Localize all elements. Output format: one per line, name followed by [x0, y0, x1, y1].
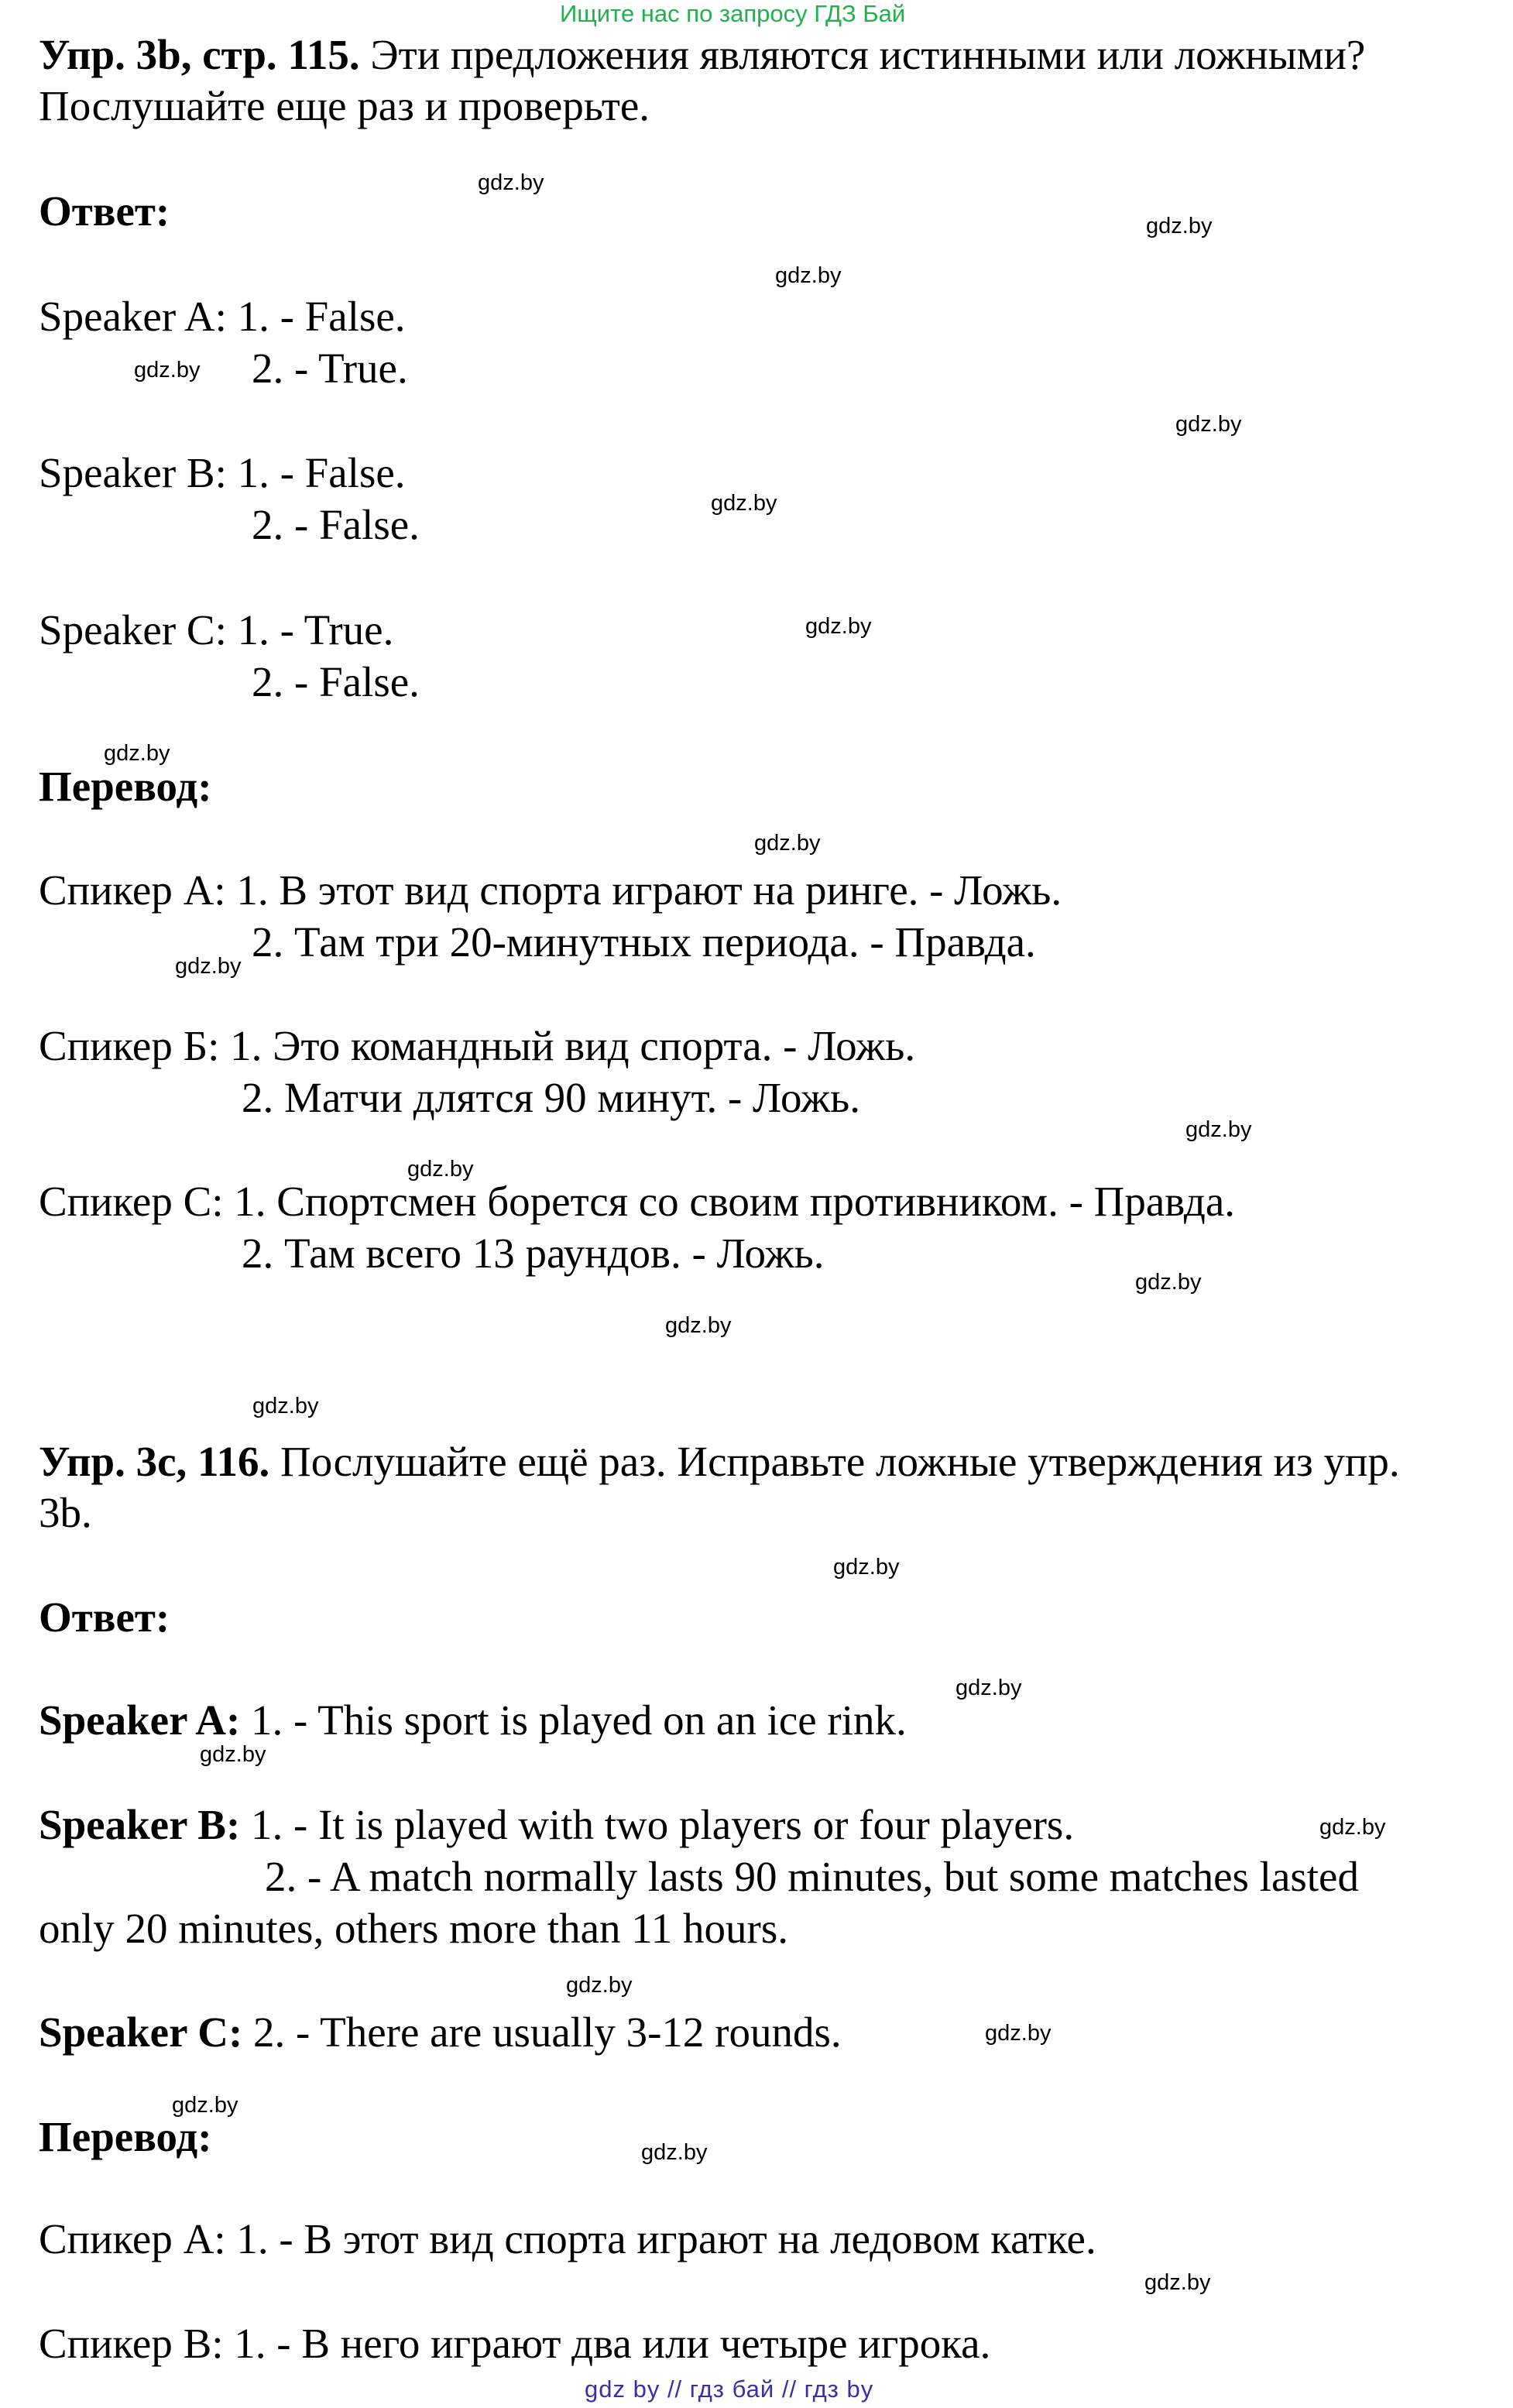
- answer-3c-speaker-b-line2: 2. - A match normally lasts 90 minutes, but some matches lasted: [265, 1853, 1359, 1900]
- watermark: gdz.by: [1146, 214, 1213, 238]
- answer-speaker-b-2: 2. - False.: [252, 501, 420, 548]
- watermark: gdz.by: [955, 1676, 1022, 1700]
- answer-speaker-c-2: 2. - False.: [252, 658, 420, 705]
- exercise-3b-title: [39, 29, 1365, 81]
- answer-3c-speaker-b-text: 1. - It is played with two players or four players.: [240, 1801, 1075, 1848]
- exercise-3b-translation-label: Перевод:: [39, 763, 212, 810]
- exercise-3c-translation-label: Перевод:: [39, 2113, 212, 2160]
- watermark: gdz.by: [1185, 1117, 1252, 1142]
- exercise-3b-answer-label: Ответ:: [39, 187, 170, 235]
- answer-speaker-a-1: Speaker A: 1. - False.: [39, 293, 406, 340]
- answer-speaker-a-2: 2. - True.: [252, 345, 408, 392]
- answer-3c-speaker-c-label: Speaker C:: [39, 2008, 243, 2056]
- watermark: gdz.by: [665, 1313, 732, 1338]
- watermark: gdz.by: [134, 358, 201, 382]
- answer-3c-speaker-b: [39, 1799, 1074, 1851]
- translation-speaker-c-2: 2. Там всего 13 раундов. - Ложь.: [242, 1230, 825, 1277]
- translation-3c-speaker-a: Спикер А: 1. - В этот вид спорта играют на ледовом катке.: [39, 2215, 1096, 2262]
- watermark: gdz.by: [754, 831, 821, 856]
- answer-speaker-b-1: Speaker B: 1. - False.: [39, 449, 406, 496]
- top-banner: Ищите нас по запросу ГДЗ Бай: [560, 0, 906, 27]
- watermark: gdz.by: [172, 2093, 238, 2118]
- exercise-3b-heading: Упр. 3b, стр. 115.: [39, 31, 360, 78]
- watermark: gdz.by: [407, 1157, 474, 1182]
- watermark: gdz.by: [833, 1555, 900, 1580]
- translation-speaker-c-1: Спикер С: 1. Спортсмен борется со своим противником. - Правда.: [39, 1178, 1236, 1225]
- watermark: gdz.by: [252, 1394, 319, 1418]
- watermark: gdz.by: [566, 1973, 633, 1998]
- watermark: gdz.by: [711, 491, 777, 516]
- translation-speaker-a-1: Спикер А: 1. В этот вид спорта играют на ринге. - Ложь.: [39, 866, 1062, 914]
- exercise-3c-title: [39, 1436, 1400, 1487]
- exercise-3c-title-line2: 3b.: [39, 1489, 92, 1536]
- watermark: gdz.by: [1135, 1270, 1202, 1295]
- watermark: gdz.by: [641, 2140, 708, 2165]
- watermark: gdz.by: [1175, 412, 1242, 437]
- footer-watermark: gdz by // гдз бай // гдз by: [585, 2375, 874, 2403]
- translation-speaker-b-1: Спикер Б: 1. Это командный вид спорта. - Ложь.: [39, 1022, 916, 1069]
- answer-3c-speaker-a-label: Speaker A:: [39, 1696, 241, 1744]
- watermark: gdz.by: [478, 170, 544, 195]
- answer-speaker-c-1: Speaker C: 1. - True.: [39, 606, 394, 653]
- answer-3c-speaker-b-label: Speaker B:: [39, 1801, 241, 1848]
- translation-speaker-a-2: 2. Там три 20-минутных периода. - Правда.: [252, 918, 1036, 966]
- translation-3c-speaker-b: Спикер В: 1. - В него играют два или четыре игрока.: [39, 2320, 991, 2367]
- translation-speaker-b-2: 2. Матчи длятся 90 минут. - Ложь.: [242, 1074, 860, 1121]
- watermark: gdz.by: [175, 954, 242, 979]
- exercise-3c-title-text: Послушайте ещё раз. Исправьте ложные утверждения из упр.: [269, 1438, 1400, 1485]
- exercise-3c-heading: Упр. 3с, 116.: [39, 1438, 270, 1485]
- answer-3c-speaker-a-text: 1. - This sport is played on an ice rink.: [240, 1696, 907, 1744]
- watermark: gdz.by: [1144, 2270, 1211, 2295]
- answer-3c-speaker-a: [39, 1695, 907, 1746]
- watermark: gdz.by: [775, 263, 842, 288]
- exercise-3b-title-line2: Послушайте еще раз и проверьте.: [39, 82, 650, 129]
- exercise-3c-answer-label: Ответ:: [39, 1593, 170, 1641]
- answer-3c-speaker-c-text: 2. - There are usually 3-12 rounds.: [242, 2008, 842, 2056]
- watermark: gdz.by: [805, 614, 872, 639]
- watermark: gdz.by: [985, 2021, 1052, 2046]
- answer-3c-speaker-b-line3: only 20 minutes, others more than 11 hours.: [39, 1905, 788, 1952]
- watermark: gdz.by: [1319, 1815, 1386, 1840]
- watermark: gdz.by: [104, 741, 170, 766]
- watermark: gdz.by: [200, 1742, 266, 1767]
- answer-3c-speaker-c: [39, 2007, 842, 2058]
- exercise-3b-title-text: Эти предложения являются истинными или ложными?: [359, 31, 1366, 78]
